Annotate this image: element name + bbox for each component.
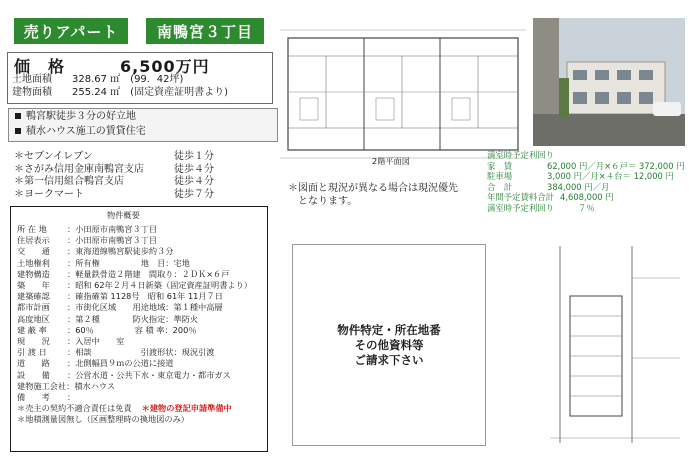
building-area-label: 建物面積 <box>12 87 52 98</box>
outline-row: 建 蔽 率 ：60％ 容 積 率：200％ <box>17 324 197 335</box>
rent-yield-block <box>487 150 695 214</box>
outline-row: 建物構造 ：軽量鉄骨造２階建 間取り：２ＤＫ×６戸 <box>17 268 230 279</box>
rent-title: 満室時予定利回り <box>487 150 554 160</box>
building-area-value: 255.24 ㎡ (固定資産証明書より) <box>72 87 228 98</box>
outline-row: 現 況 ：入居中 室 <box>17 336 125 347</box>
outline-row: 住居表示 ：小田原市南鴨宮３丁目 <box>17 235 158 246</box>
document-request-box <box>292 244 486 446</box>
outline-rows <box>17 224 265 426</box>
outline-row: 道 路 ：北側幅員９ｍの公道に接道 <box>17 358 174 369</box>
outline-row: 交 通 ：東海道線鴨宮駅徒歩約３分 <box>17 246 174 257</box>
land-area-label: 土地面積 <box>12 74 52 85</box>
outline-note: ＊売主の契約不適合責任は免責 ＊建物の登記申請準備中 <box>17 403 232 414</box>
price-value: 6,500万円 <box>120 57 210 76</box>
rent-row: 合 計 384,000 円／月 <box>487 181 610 192</box>
nearby-item: ＊セブンイレブン 徒歩１分 <box>14 151 214 162</box>
outline-note: ＊地積測量図無し（区画整理時の換地図のみ） <box>17 414 189 425</box>
outline-row: 備 考 ： <box>17 392 76 403</box>
outline-row: 建築確認 ：確指確第 1128号 昭和 61年 11月７日 <box>17 291 223 302</box>
request-line: 物件特定・所在地番 <box>337 322 441 337</box>
bullet-square-icon <box>15 128 21 134</box>
request-line: ご請求下さい <box>354 352 424 367</box>
nearby-list <box>14 151 214 201</box>
price-box <box>7 52 273 104</box>
sale-type-tag: 売りアパート <box>14 18 128 44</box>
features-box <box>8 108 278 142</box>
floor-plan-caption: 2階平面図 <box>372 156 410 166</box>
land-area-value: 328.67 ㎡ (99．42坪) <box>72 74 184 85</box>
site-plan-drawing <box>540 238 690 450</box>
outline-row: 都市計画 ：市街化区域 用途地域：第１種中高層 <box>17 302 223 313</box>
rent-row: 年間予定賃料合計 4,608,000 円 <box>487 192 614 203</box>
building-photo <box>533 18 685 146</box>
floor-plan-icon <box>280 18 530 168</box>
nearby-item: ＊さがみ信用金庫南鴨宮支店 徒歩４分 <box>14 163 214 175</box>
property-outline-box <box>10 206 268 452</box>
feature-item: 積水ハウス施工の賃貸住宅 <box>15 124 277 139</box>
request-line: その他資料等 <box>354 337 424 352</box>
outline-row: 設 備 ：公営水道・公共下水・東京電力・都市ガス <box>17 369 231 380</box>
notice-line: ＊図面と現況が異なる場合は現況優先 <box>288 183 458 194</box>
site-plan-icon <box>540 238 690 450</box>
registration-pending-note: ＊建物の登記申請準備中 <box>141 403 232 414</box>
bullet-square-icon <box>15 113 21 119</box>
nearby-item: ＊第一信用組合鴨宮支店 徒歩４分 <box>14 176 214 187</box>
floor-plan-drawing <box>280 18 530 168</box>
notice-line: となります。 <box>298 196 358 207</box>
outline-row: 高度地区 ：第２種 防火指定：準防火 <box>17 313 199 324</box>
price-label: 価 格 <box>14 57 66 76</box>
nearby-item: ＊ヨークマート 徒歩７分 <box>14 188 214 200</box>
rent-row: 駐車場 3,000 円／月×４台＝ 12,000 円 <box>487 171 674 182</box>
outline-row: 所 在 地 ：小田原市南鴨宮３丁目 <box>17 224 158 234</box>
rent-row: 家 賃 62,000 円／月×６戸＝ 372,000 円 <box>487 160 685 171</box>
rent-row: 満室時予定利回り ７％ <box>487 202 595 213</box>
apartment-photo-icon <box>533 18 685 146</box>
location-tag: 南鴨宮３丁目 <box>146 18 264 44</box>
outline-row: 土地権利 ：所有権 地 目：宅地 <box>17 257 190 268</box>
outline-row: 築 年 ：昭和 62年２月４日新築（固定資産証明書より） <box>17 280 252 291</box>
outline-row: 建物施工会社 ：積水ハウス <box>17 380 116 391</box>
outline-row: 引 渡 日 ：相談 引渡形状：現況引渡 <box>17 347 215 358</box>
feature-item: 鴨宮駅徒歩３分の好立地 <box>15 109 277 124</box>
outline-title: 物件概要 <box>107 210 140 220</box>
